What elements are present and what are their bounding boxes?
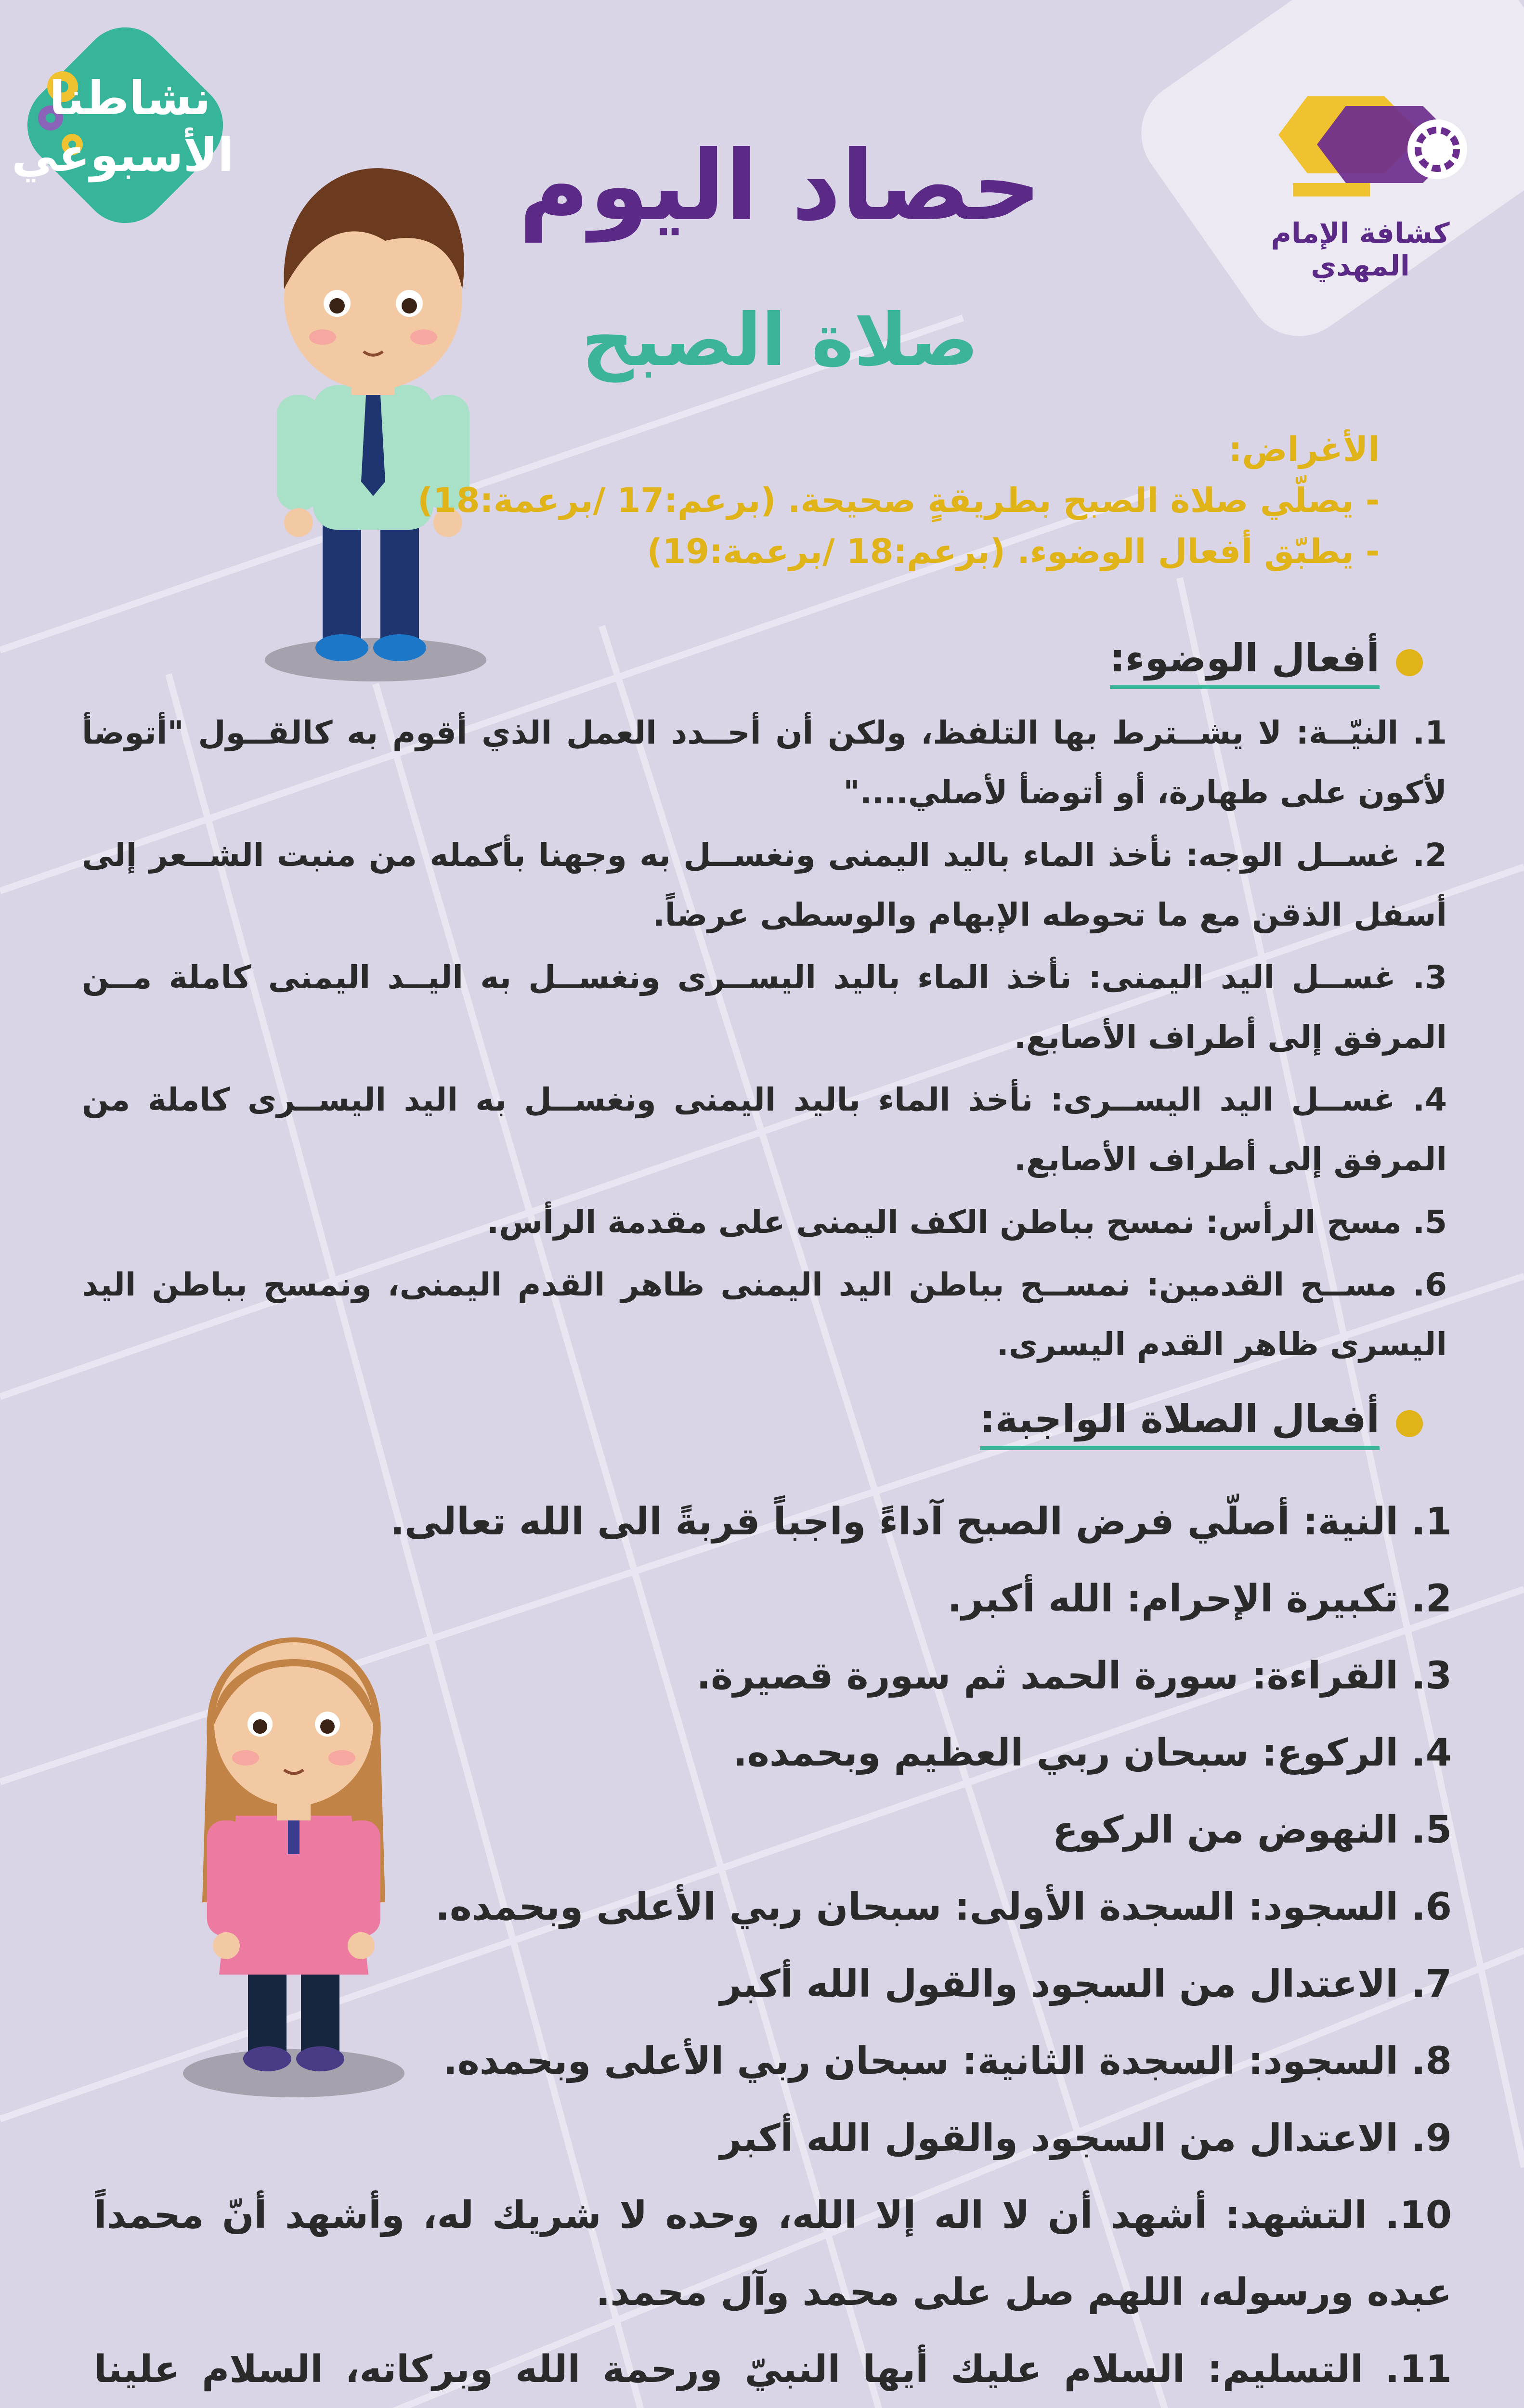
wudu-step: 2. غســل الوجه: نأخذ الماء باليد اليمنى ونغســل به وجهنا بأكمله من منبت الشــعر إلى أسفل الذقن مع ما تحوطه الإبهام والوسطى عرضاً. xyxy=(82,837,1447,933)
weekly-activity-text xyxy=(12,70,234,183)
prayer-step: 1. النية: أصلّي فرض الصبح آداءً واجباً قربةً الى الله تعالى. xyxy=(390,1500,1452,1544)
prayer-step: 5. النهوض من الركوع xyxy=(1052,1808,1452,1852)
prayer-step: 8. السجود: السجدة الثانية: سبحان ربي الأعلى وبحمده. xyxy=(443,2040,1452,2083)
page-subtitle: صلاة الصبح xyxy=(581,299,979,382)
objectives-block xyxy=(417,424,1380,577)
bullet-dot-icon xyxy=(1396,1410,1423,1437)
prayer-list xyxy=(94,1483,1452,2408)
prayer-step: 10. التشهد: أشهد أن لا اله إلا الله، وحده لا شريك له، وأشهد أنّ محمداً عبده ورسوله، اللهم صل على محمد وآل محمد. xyxy=(94,2194,1452,2314)
objectives-label: الأغراض: xyxy=(1228,430,1380,469)
prayer-step: 4. الركوع: سبحان ربي العظيم وبحمده. xyxy=(733,1731,1452,1775)
prayer-step: 9. الاعتدال من السجود والقول الله أكبر xyxy=(719,2117,1452,2160)
wudu-step: 6. مســح القدمين: نمســح بباطن اليد اليمنى ظاهر القدم اليمنى، ونمسح بباطن اليد اليسرى ظاهر القدم اليسرى. xyxy=(82,1266,1447,1363)
wudu-heading xyxy=(1110,636,1423,689)
wudu-step: 1. النيّــة: لا يشــترط بها التلفظ، ولكن أن أحــدد العمل الذي أقوم به كالقــول "أتوضأ لأكون على طهارة، أو أتوضأ لأصلي...." xyxy=(82,714,1447,811)
prayer-step: 6. السجود: السجدة الأولى: سبحان ربي الأعلى وبحمده. xyxy=(435,1885,1452,1929)
wudu-step: 4. غســل اليد اليســرى: نأخذ الماء باليد اليمنى ونغســل به اليد اليســرى كاملة من المرفق إلى أطراف الأصابع. xyxy=(82,1081,1447,1178)
prayer-step: 2. تكبيرة الإحرام: الله أكبر. xyxy=(947,1577,1452,1621)
wudu-heading-text: أفعال الوضوء: xyxy=(1110,636,1380,689)
wudu-step: 5. مسح الرأس: نمسح بباطن الكف اليمنى على مقدمة الرأس. xyxy=(487,1204,1447,1241)
badge-line-2: الأسبوعي xyxy=(12,128,234,182)
prayer-step: 11. التسليم: السلام عليك أيها النبيّ ورحمة الله وبركاته، السلام علينا xyxy=(94,2348,1452,2391)
prayer-step: 3. القراءة: سورة الحمد ثم سورة قصيرة. xyxy=(696,1654,1452,1698)
wudu-list xyxy=(82,703,1447,1377)
prayer-heading xyxy=(980,1397,1423,1450)
boy-scout-illustration xyxy=(241,144,491,684)
prayer-heading-text: أفعال الصلاة الواجبة: xyxy=(980,1397,1380,1450)
scouts-logo-icon xyxy=(1278,87,1490,212)
badge-line-1: نشاطنا xyxy=(49,71,211,125)
wudu-step: 3. غســل اليد اليمنى: نأخذ الماء باليد اليســرى ونغســل به اليــد اليمنى كاملة مــن المرفق إلى أطراف الأصابع. xyxy=(82,959,1447,1056)
page-title: حصاد اليوم xyxy=(519,130,1042,242)
bullet-dot-icon xyxy=(1396,649,1423,676)
objective-item: - يطبّق أفعال الوضوء. (برعم:18 /برعمة:19) xyxy=(647,532,1380,571)
logo-text: كشافة الإمام المهدي xyxy=(1271,217,1450,282)
prayer-step: 7. الاعتدال من السجود والقول الله أكبر xyxy=(719,1963,1452,2006)
objective-item: - يصلّي صلاة الصبح بطريقةٍ صحيحة. (برعم:17 /برعمة:18) xyxy=(417,481,1380,520)
